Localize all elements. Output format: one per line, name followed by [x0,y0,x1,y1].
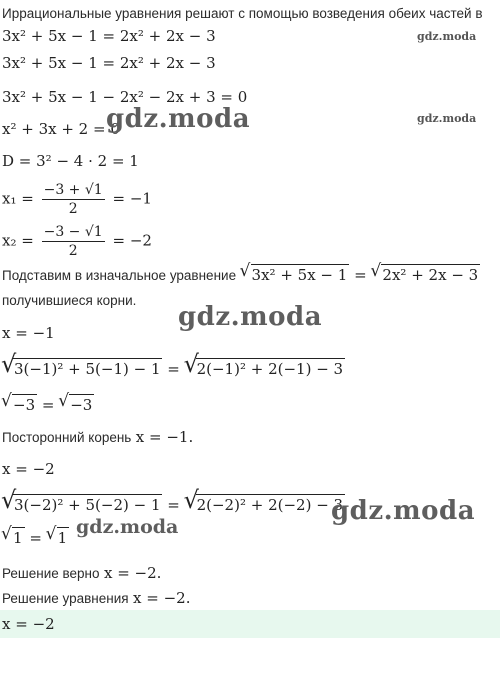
root1-numerator: −3 + √1 [43,182,103,198]
intro-text: Иррациональные уравнения решают с помощью возведения обеих частей в [2,6,483,21]
answer-box [0,610,500,638]
step2-rhs: 2x² + 2x − 3 [119,54,216,72]
step1-rhs: 2x² + 2x − 3 [119,27,216,45]
check1-result-rhs: −3 [70,396,93,414]
check1-substitution: √ 3(−1)² + 5(−1) − 1 = √ 2(−1)² + 2(−1) − 3 [2,358,345,378]
check1-result: √ −3 = √ −3 [2,394,94,414]
root-1: x₁ = $\frac{-3 + √1}{2}$ = −1 [2,182,152,217]
root2-value: = −2 [112,231,152,250]
roots-obtained-text: получившиеся корни. [2,293,137,308]
watermark-logo: gdz.moda [178,302,323,332]
check2-verdict-math: x = −2. [103,564,162,582]
check2-substitution: √ 3(−2)² + 5(−2) − 1 = √ 2(−2)² + 2(−2) − 3 [2,494,345,514]
original-rhs: 2x² + 2x − 3 [382,266,479,284]
original-equation: √ 3x² + 5x − 1 = √ 2x² + 2x − 3 [241,266,481,284]
watermark-logo: gdz.moda [331,496,476,526]
check2-result-rhs: 1 [57,529,68,547]
equation-step-3: 3x² + 5x − 1 − 2x² − 2x + 3 = 0 [2,88,248,106]
step2-lhs: 3x² + 5x − 1 [2,54,98,72]
watermark-logo: gdz.moda [106,104,251,134]
root1-fraction [42,182,105,217]
check1-verdict-text: Посторонний корень [2,430,132,445]
check1-verdict-math: x = −1. [135,428,194,446]
check1-lhs: 3(−1)² + 5(−1) − 1 [14,360,161,378]
check1-rhs: 2(−1)² + 2(−1) − 3 [196,360,344,378]
watermark-logo: gdz.moda [76,516,179,538]
equation-step-2: 3x² + 5x − 1 = 2x² + 2x − 3 [2,54,216,72]
watermark-logo: gdz.moda [417,30,477,43]
check2-result: √ 1 = √ 1 [2,527,69,547]
original-lhs: 3x² + 5x − 1 [251,266,348,284]
watermark-logo: gdz.moda [417,112,477,125]
check2-verdict-text: Решение верно [2,566,100,581]
check1-result-lhs: −3 [13,396,36,414]
check2-verdict [2,564,161,583]
discriminant: D = 3² − 4 · 2 = 1 [2,152,139,170]
root2-name: x₂ [2,231,17,250]
root1-value: = −1 [112,189,152,208]
check2-result-lhs: 1 [13,529,23,547]
solution-math: x = −2. [133,589,191,607]
step1-lhs: 3x² + 5x − 1 [2,27,98,45]
root2-numerator: −3 − √1 [43,224,103,240]
substitute-line [2,264,480,285]
check1-x: x = −1 [2,324,55,342]
root1-denominator: 2 [68,201,78,217]
solution-text: Решение уравнения [2,591,129,606]
solution-line [2,589,190,608]
root2-fraction [42,224,105,259]
root1-name: x₁ [2,189,17,208]
check2-rhs: 2(−2)² + 2(−2) − 3 [196,496,344,514]
answer: x = −2 [2,615,55,633]
equation-step-4: x² + 3x + 2 = 0 [2,120,120,138]
check1-verdict [2,428,193,447]
check2-lhs: 3(−2)² + 5(−2) − 1 [14,496,161,514]
check2-x: x = −2 [2,460,55,478]
substitute-text: Подставим в изначальное уравнение [2,268,237,283]
root-2: x₂ = $\frac{-3 - √1}{2}$ = −2 [2,224,152,259]
equation-step-1: 3x² + 5x − 1 = 2x² + 2x − 3 [2,27,216,45]
root2-denominator: 2 [68,243,78,259]
